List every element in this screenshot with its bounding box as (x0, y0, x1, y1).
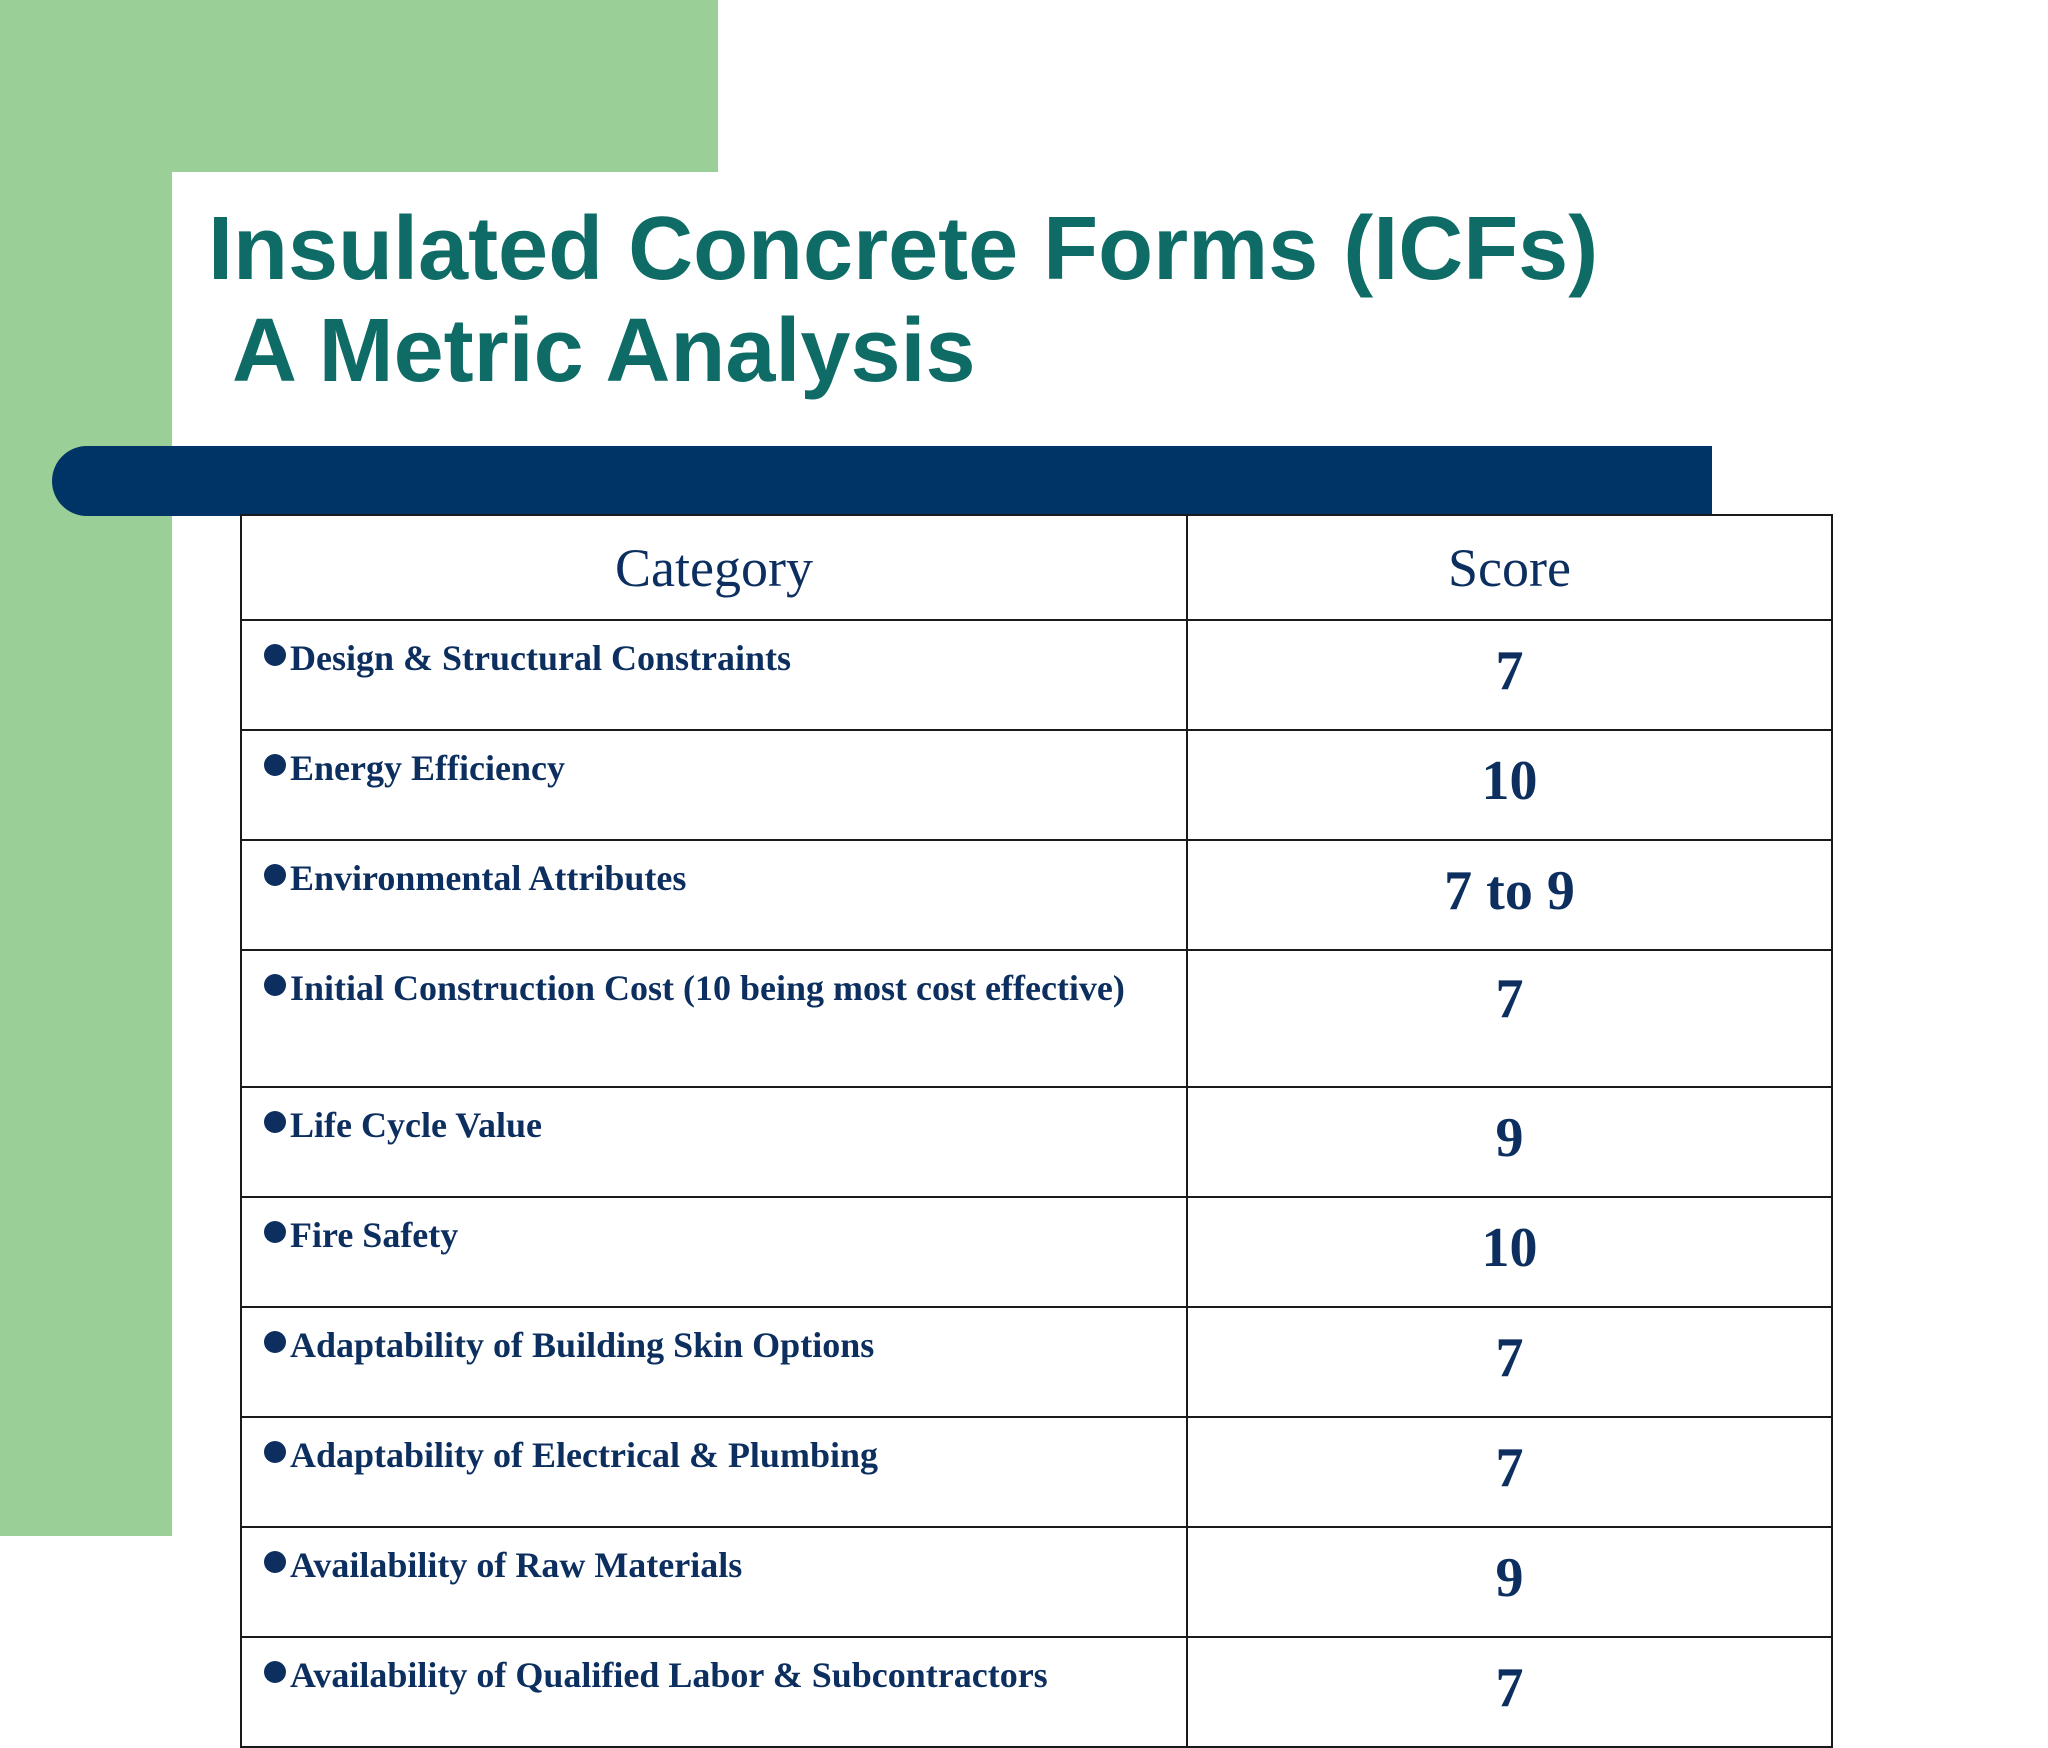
category-label: Design & Structural Constraints (290, 638, 791, 678)
bullet-icon (264, 974, 286, 996)
category-label: Initial Construction Cost (10 being most cost effective) (290, 968, 1125, 1008)
category-label: Availability of Qualified Labor & Subcontractors (290, 1655, 1048, 1695)
table-row (241, 1527, 1832, 1637)
bullet-icon (264, 1551, 286, 1573)
table-row (241, 1417, 1832, 1527)
category-cell (241, 1197, 1187, 1307)
bullet-icon (264, 1221, 286, 1243)
score-cell: 7 to 9 (1187, 840, 1832, 950)
category-cell (241, 1637, 1187, 1747)
bullet-icon (264, 1111, 286, 1133)
bullet-icon (264, 1331, 286, 1353)
bullet-icon (264, 864, 286, 886)
table-row (241, 730, 1832, 840)
slide-title (208, 198, 1598, 402)
table-row (241, 950, 1832, 1087)
category-cell (241, 1527, 1187, 1637)
title-line-2: A Metric Analysis (232, 301, 976, 401)
header-score: Score (1187, 515, 1832, 620)
table-row (241, 1307, 1832, 1417)
title-divider-bar (52, 446, 1712, 516)
category-label: Adaptability of Electrical & Plumbing (290, 1435, 878, 1475)
table-row (241, 840, 1832, 950)
score-cell: 9 (1187, 1527, 1832, 1637)
score-cell: 7 (1187, 950, 1832, 1087)
category-label: Life Cycle Value (290, 1105, 542, 1145)
score-cell: 7 (1187, 1417, 1832, 1527)
bullet-icon (264, 1441, 286, 1463)
score-cell: 7 (1187, 1637, 1832, 1747)
category-label: Availability of Raw Materials (290, 1545, 743, 1585)
metric-table (240, 514, 1833, 1748)
category-label: Adaptability of Building Skin Options (290, 1325, 875, 1365)
score-cell: 9 (1187, 1087, 1832, 1197)
category-label: Environmental Attributes (290, 858, 687, 898)
category-cell (241, 730, 1187, 840)
category-cell (241, 1087, 1187, 1197)
table-header-row (241, 515, 1832, 620)
category-cell (241, 1307, 1187, 1417)
score-cell: 10 (1187, 730, 1832, 840)
category-cell (241, 1417, 1187, 1527)
category-label: Fire Safety (290, 1215, 459, 1255)
category-cell (241, 840, 1187, 950)
green-accent-left (0, 0, 172, 1536)
table-row (241, 620, 1832, 730)
table-row (241, 1637, 1832, 1747)
table-row (241, 1197, 1832, 1307)
header-category: Category (241, 515, 1187, 620)
bullet-icon (264, 644, 286, 666)
score-cell: 7 (1187, 1307, 1832, 1417)
category-cell (241, 620, 1187, 730)
category-cell (241, 950, 1187, 1087)
title-line-1: Insulated Concrete Forms (ICFs) (208, 199, 1599, 299)
score-cell: 7 (1187, 620, 1832, 730)
bullet-icon (264, 754, 286, 776)
bullet-icon (264, 1661, 286, 1683)
table-row (241, 1087, 1832, 1197)
score-cell: 10 (1187, 1197, 1832, 1307)
category-label: Energy Efficiency (290, 748, 565, 788)
